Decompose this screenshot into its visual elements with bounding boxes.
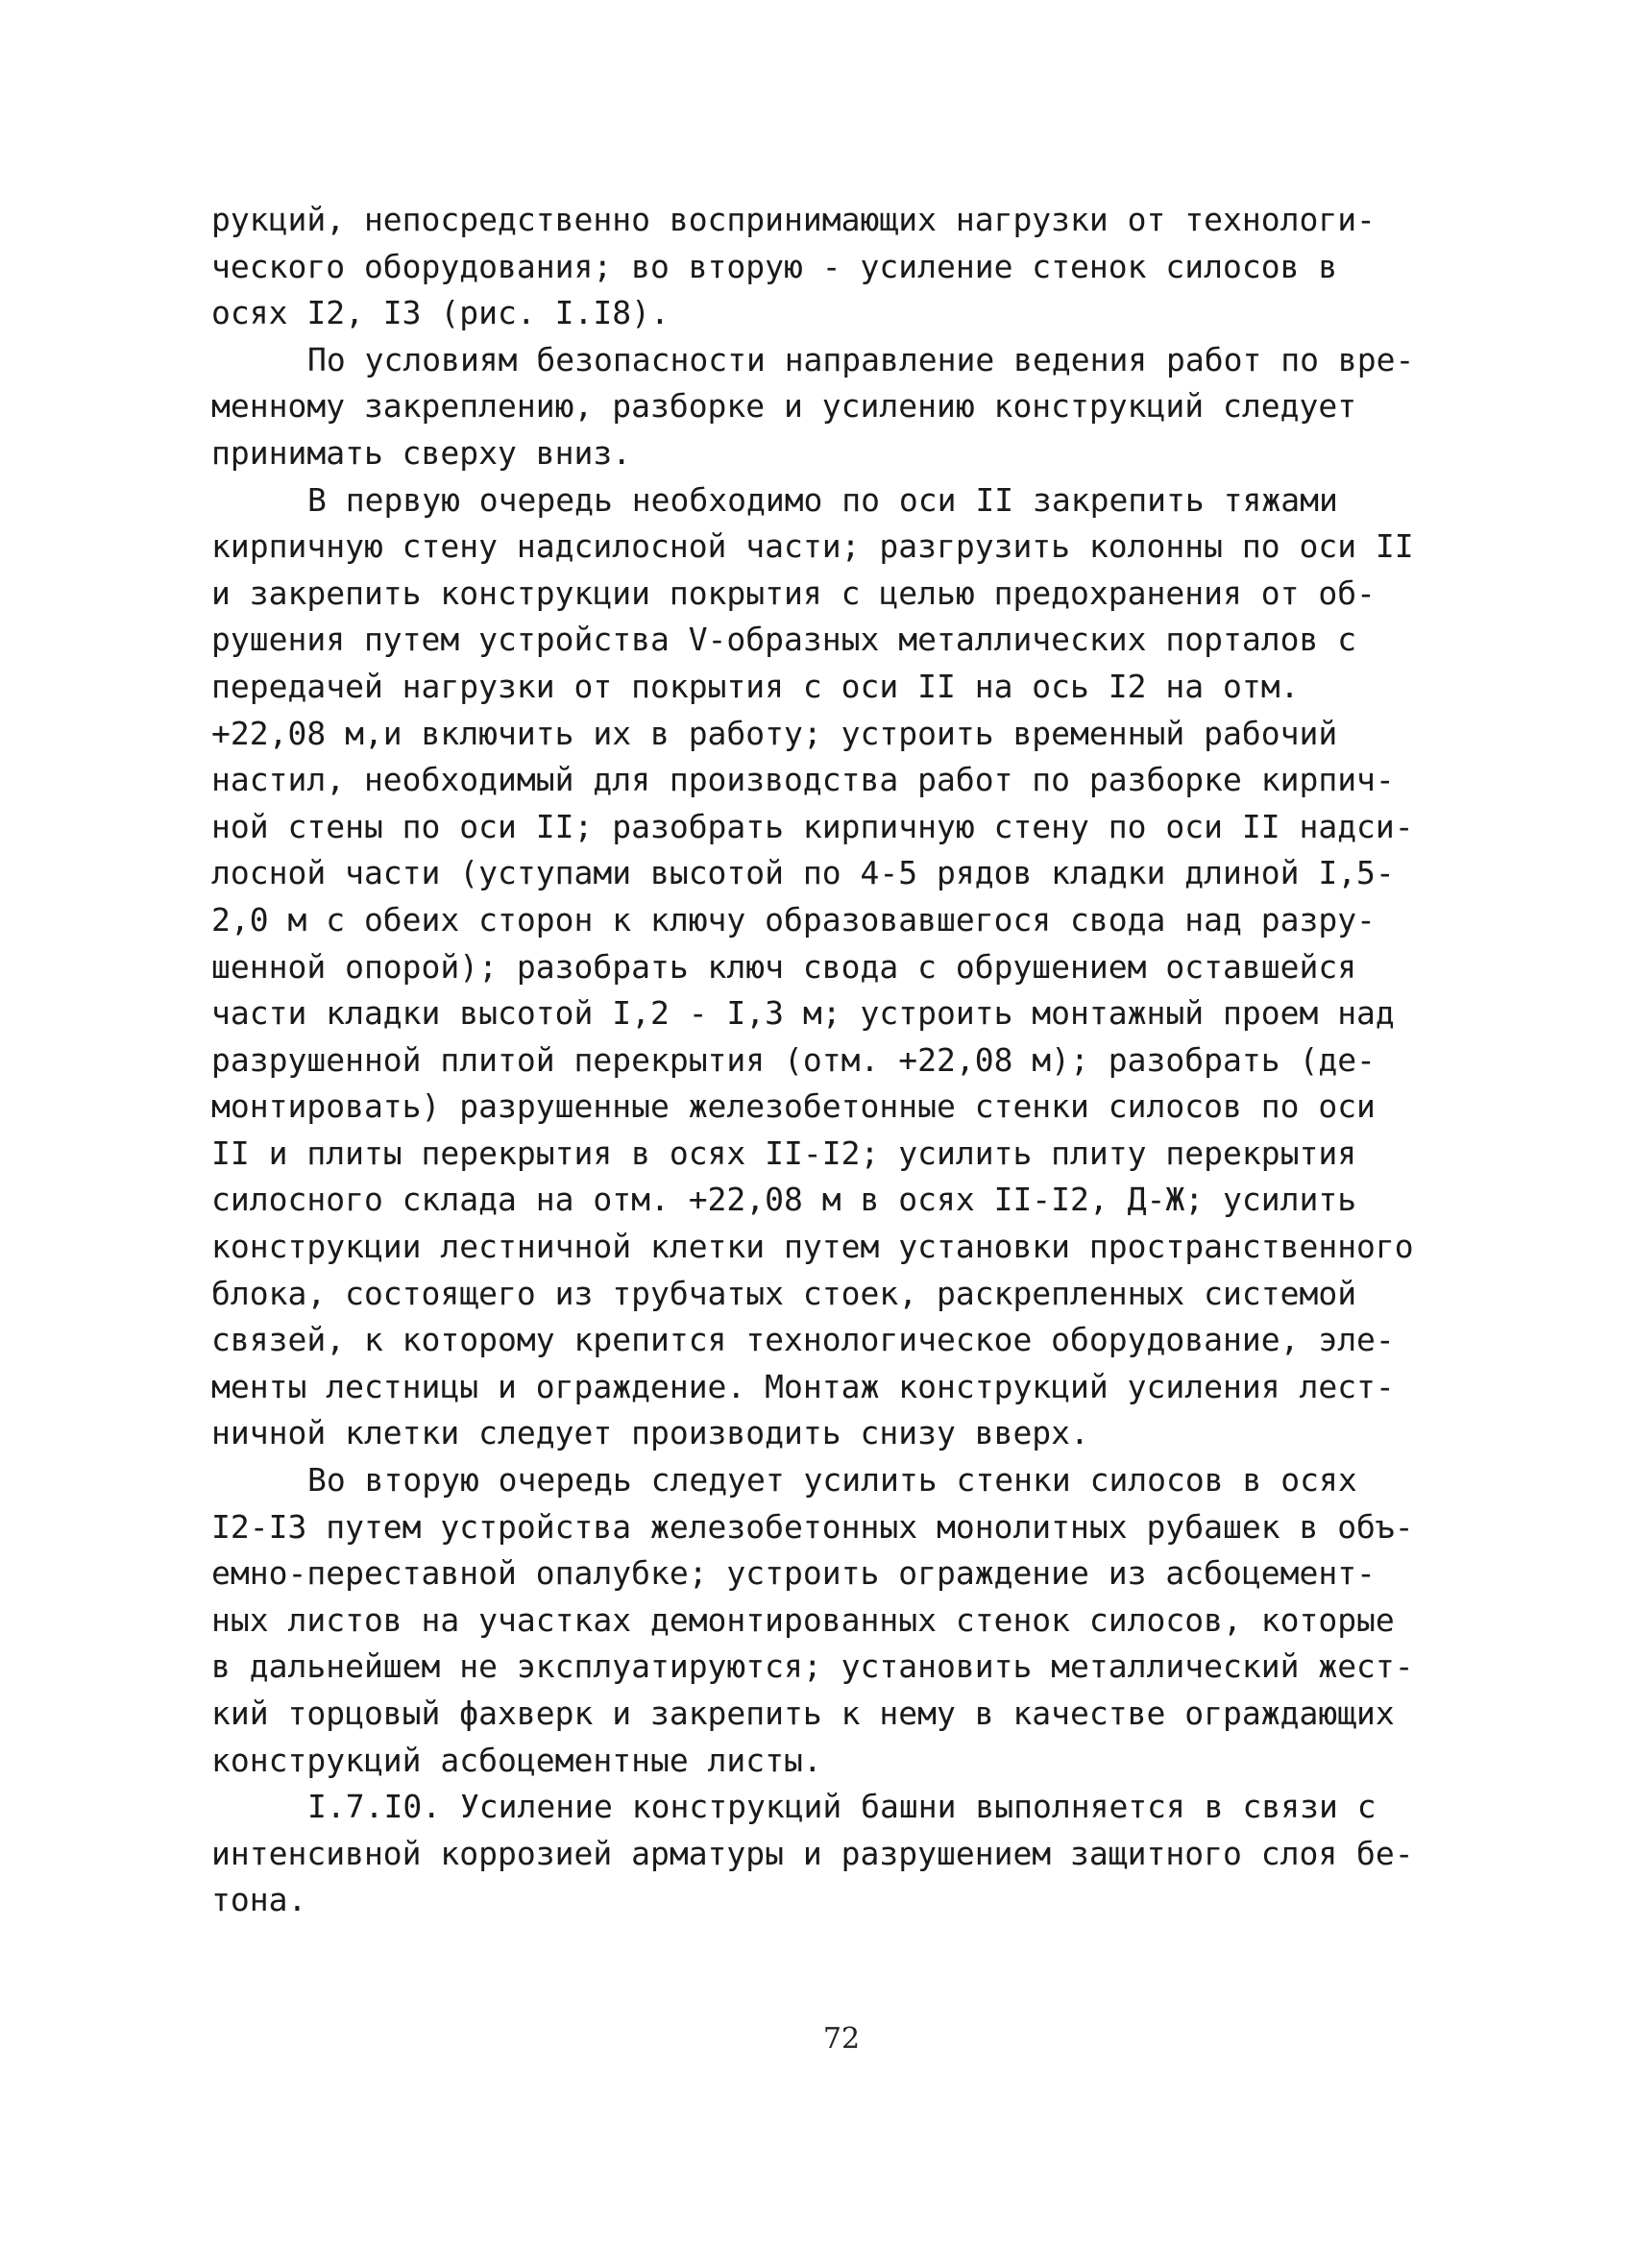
text-line: рукций, непосредственно воспринимающих нагрузки от технологи- xyxy=(211,201,1376,238)
page-number: 72 xyxy=(822,2022,861,2056)
text-line: силосного склада на отм. +22,08 м в осях II-I2, Д-Ж; усилить xyxy=(211,1181,1357,1219)
text-line: рушения путем устройства V-образных металлических порталов с xyxy=(211,621,1357,659)
text-line: ных листов на участках демонтированных стенок силосов, которые xyxy=(211,1600,1395,1639)
text-line: шенной опорой); разобрать ключ свода с обрушением оставшейся xyxy=(211,947,1357,986)
text-line: тона. xyxy=(211,1881,307,1919)
text-line: разрушенной плитой перекрытия (отм. +22,08 м); разобрать (де- xyxy=(211,1040,1376,1079)
text-line: I2-I3 путем устройства железобетонных монолитных рубашек в объ- xyxy=(211,1507,1414,1546)
text-line: осях I2, I3 (рис. I.I8). xyxy=(211,294,670,332)
text-line: части кладки высотой I,2 - I,3 м; устроить монтажный проем над xyxy=(211,994,1395,1033)
text-line: 2,0 м с обеих сторон к ключу образовавшегося свода над разру- xyxy=(211,900,1376,939)
text-line: кий торцовый фахверк и закрепить к нему в качестве ограждающих xyxy=(211,1695,1395,1732)
text-line: связей, к которому крепится технологическое оборудование, эле- xyxy=(211,1321,1395,1359)
text-line: I.7.I0. Усиление конструкций башни выполняется в связи с xyxy=(307,1788,1377,1826)
body-text xyxy=(211,197,1441,1924)
text-line: настил, необходимый для производства работ по разборке кирпич- xyxy=(211,761,1395,799)
text-line: принимать сверху вниз. xyxy=(211,433,632,472)
text-line: интенсивной коррозией арматуры и разрушением защитного слоя бе- xyxy=(211,1834,1414,1872)
text-line: в дальнейшем не эксплуатируются; установить металлический жест- xyxy=(211,1647,1414,1686)
text-line: монтировать) разрушенные железобетонные стенки силосов по оси xyxy=(211,1087,1376,1126)
text-line: лосной части (уступами высотой по 4-5 рядов кладки длиной I,5- xyxy=(211,854,1395,892)
text-line: менному закреплению, разборке и усилению конструкций следует xyxy=(211,387,1357,426)
text-line: конструкций асбоцементные листы. xyxy=(211,1741,822,1779)
text-line: В первую очередь необходимо по оси II закрепить тяжами xyxy=(307,480,1338,519)
text-line: Во вторую очередь следует усилить стенки силосов в осях xyxy=(307,1461,1357,1500)
text-line: По условиям безопасности направление ведения работ по вре- xyxy=(307,340,1415,378)
text-line: емно-переставной опалубке; устроить ограждение из асбоцемент- xyxy=(211,1554,1376,1593)
text-line: конструкции лестничной клетки путем установки пространственного xyxy=(211,1228,1414,1266)
text-line: менты лестницы и ограждение. Монтаж конструкций усиления лест- xyxy=(211,1367,1395,1405)
text-line: блока, состоящего из трубчатых стоек, раскрепленных системой xyxy=(211,1274,1357,1312)
text-line: ческого оборудования; во вторую - усиление стенок силосов в xyxy=(211,247,1338,285)
text-line: ной стены по оси II; разобрать кирпичную стену по оси II надси- xyxy=(211,807,1414,845)
text-line: передачей нагрузки от покрытия с оси II на ось I2 на отм. xyxy=(211,667,1300,705)
text-line: II и плиты перекрытия в осях II-I2; усилить плиту перекрытия xyxy=(211,1134,1357,1172)
text-line: ничной клетки следует производить снизу вверх. xyxy=(211,1414,1089,1452)
text-line: +22,08 м,и включить их в работу; устроить временный рабочий xyxy=(211,714,1338,752)
text-line: кирпичную стену надсилосной части; разгрузить колонны по оси II xyxy=(211,527,1414,566)
text-line: и закрепить конструкции покрытия с целью предохранения от об- xyxy=(211,573,1376,612)
